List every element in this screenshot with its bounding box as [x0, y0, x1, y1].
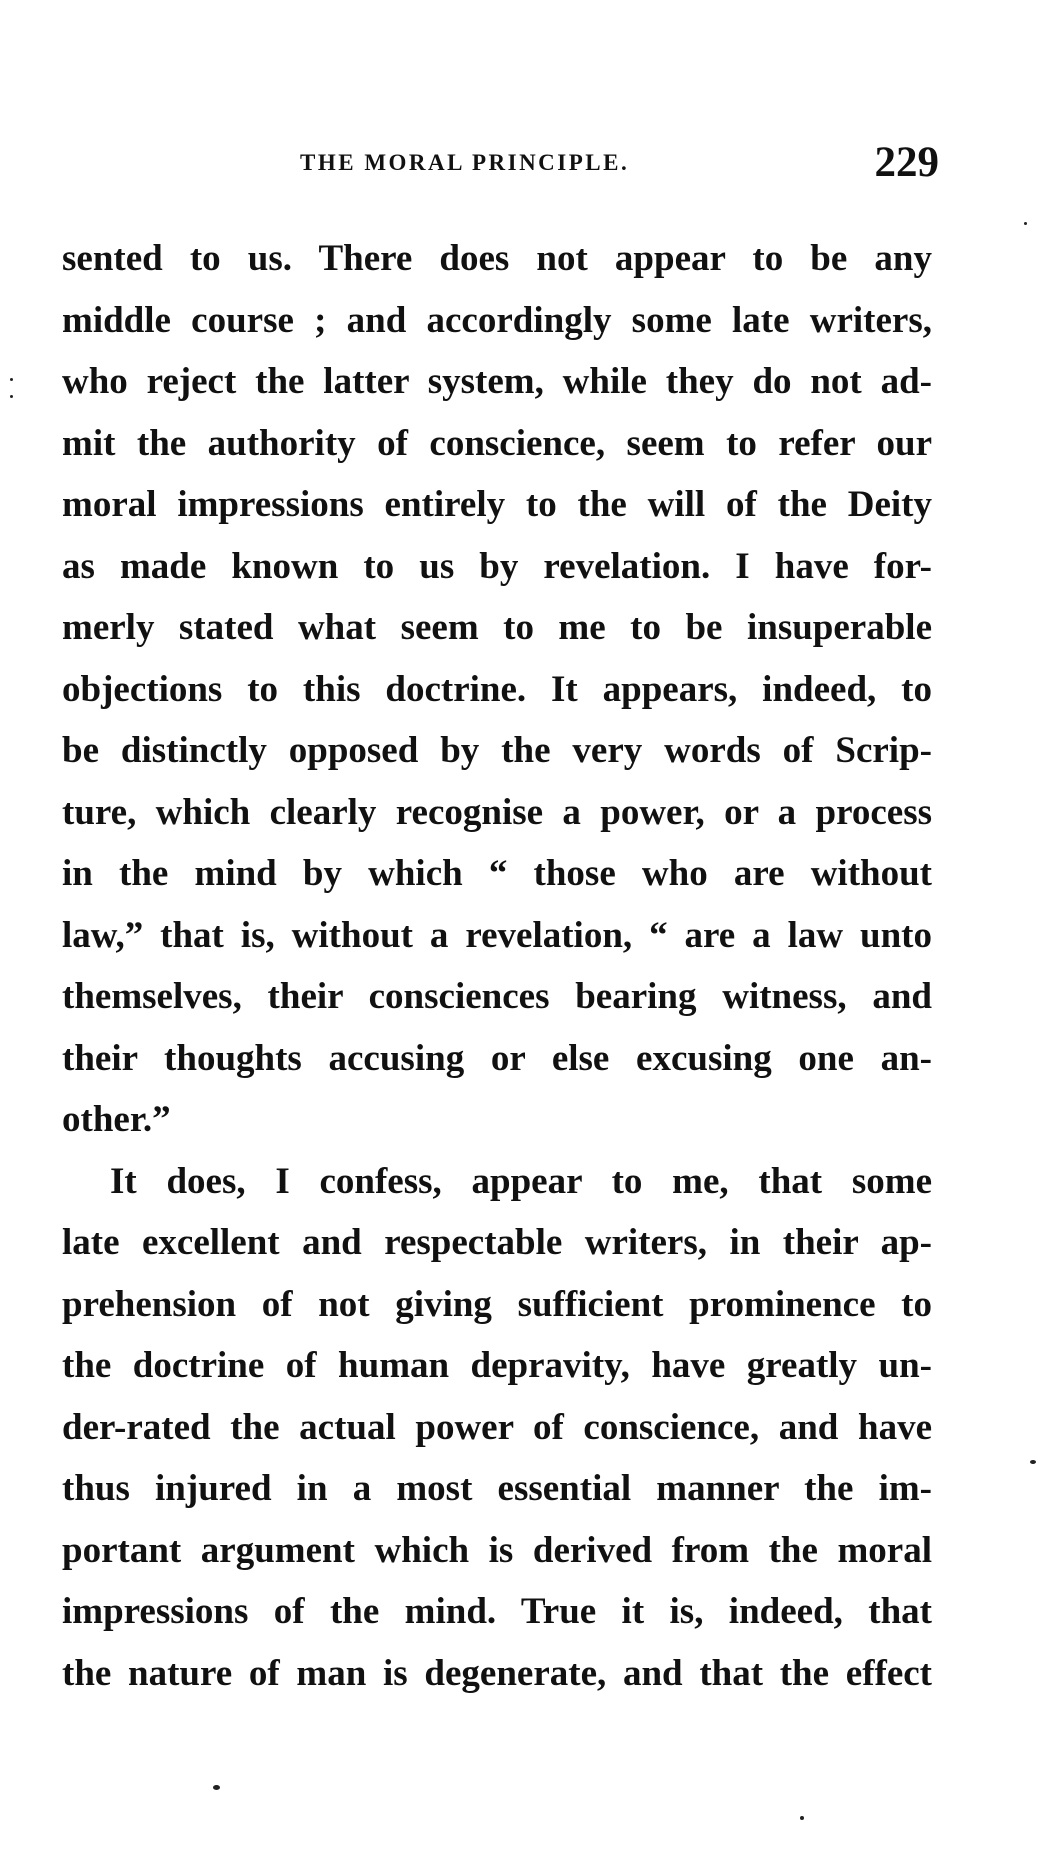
page-number: 229	[874, 139, 939, 186]
running-title: THE MORAL PRINCIPLE.	[300, 150, 630, 175]
text-line: sented to us. There does not appear to be any	[62, 238, 932, 279]
body-text	[62, 228, 932, 1704]
text-line: moral impressions entirely to the will of the Deity	[62, 484, 932, 525]
scan-speck	[1030, 1460, 1036, 1464]
scan-speck	[800, 1816, 804, 1820]
text-line: ture, which clearly recognise a power, or a process	[62, 791, 932, 833]
text-line: their thoughts accusing or else excusing one an-	[62, 1037, 932, 1079]
text-line: the doctrine of human depravity, have greatly un-	[62, 1345, 932, 1386]
scan-speck	[10, 395, 13, 398]
text-line: who reject the latter system, while they do not ad-	[62, 361, 932, 402]
text-line: late excellent and respectable writers, in their ap-	[62, 1222, 932, 1263]
text-line: in the mind by which “ those who are without	[62, 853, 932, 894]
text-line: It does, I confess, appear to me, that some	[110, 1160, 932, 1202]
scan-speck	[10, 378, 13, 381]
text-line: as made known to us by revelation. I have for-	[62, 545, 932, 587]
text-line: be distinctly opposed by the very words of Scrip-	[62, 730, 932, 771]
text-line: middle course ; and accordingly some late writers,	[62, 299, 932, 341]
scan-speck	[1024, 222, 1027, 225]
text-line: prehension of not giving sufficient prominence to	[62, 1283, 932, 1325]
text-line: merly stated what seem to me to be insuperable	[62, 607, 932, 648]
paragraph-2	[62, 1151, 932, 1705]
text-line: der-rated the actual power of conscience, and have	[62, 1406, 932, 1448]
text-line: other.”	[62, 1099, 171, 1140]
text-line: objections to this doctrine. It appears, indeed, to	[62, 668, 932, 710]
scan-speck	[213, 1785, 220, 1790]
text-line: mit the authority of conscience, seem to refer our	[62, 422, 932, 464]
paragraph-1	[62, 228, 932, 1151]
text-line: themselves, their consciences bearing witness, and	[62, 976, 932, 1017]
text-line: the nature of man is degenerate, and that the effect	[62, 1652, 932, 1694]
text-line: thus injured in a most essential manner the im-	[62, 1468, 932, 1509]
text-line: impressions of the mind. True it is, indeed, that	[62, 1591, 932, 1632]
text-line: law,” that is, without a revelation, “ are a law unto	[62, 914, 932, 956]
text-line: portant argument which is derived from the moral	[62, 1529, 932, 1571]
